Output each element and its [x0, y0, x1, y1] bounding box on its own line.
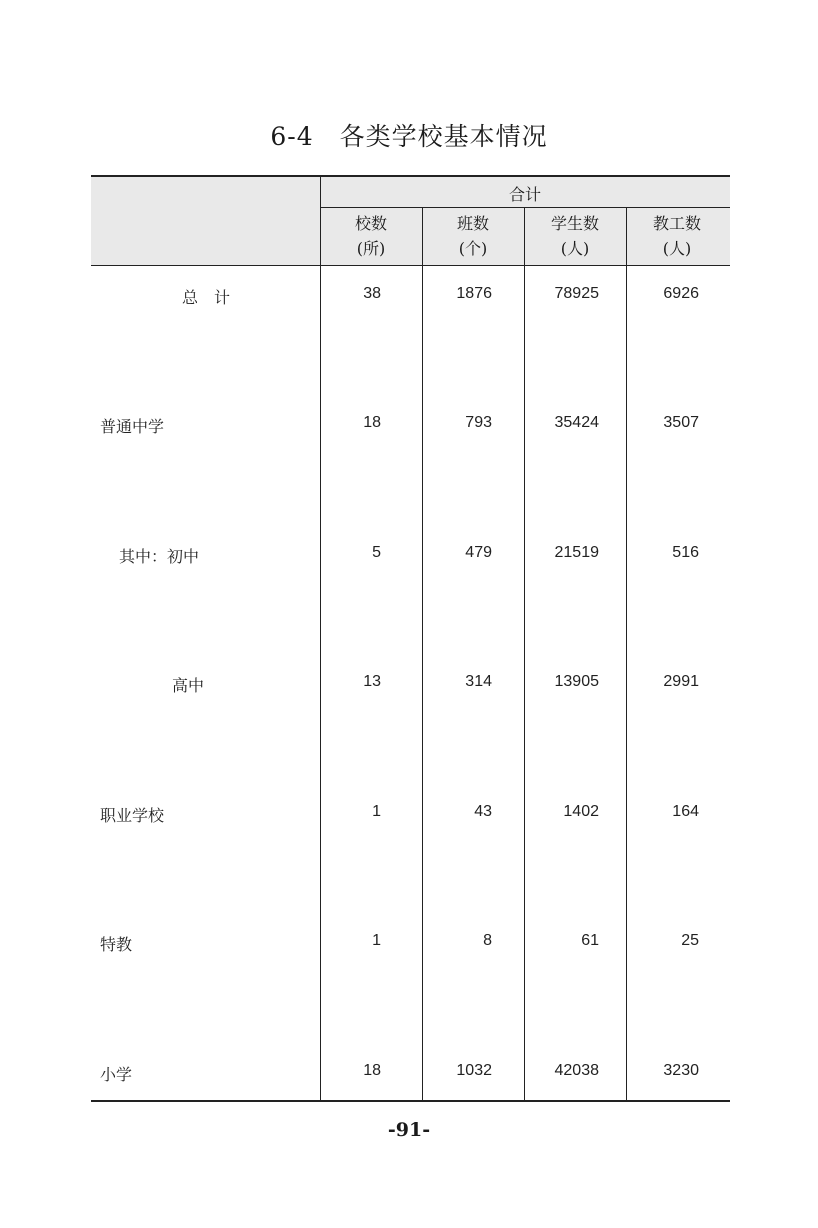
table-cell: 1876	[456, 285, 492, 302]
row-label-general-middle-school: 普通中学	[100, 417, 165, 436]
table-cell: 42038	[554, 1062, 599, 1079]
table-cell: 21519	[554, 544, 599, 561]
table-cell: 13	[363, 673, 381, 690]
table-cell: 2991	[663, 673, 699, 690]
column-header-unit: (人)	[560, 239, 590, 258]
data-table	[91, 175, 730, 1102]
column-header-name: 校数	[354, 214, 387, 233]
row-label-vocational-school: 职业学校	[100, 806, 165, 825]
column-divider	[626, 207, 627, 1100]
column-header-name: 学生数	[550, 214, 599, 233]
row-label-senior-high: 高中	[172, 676, 205, 695]
column-header-unit: (所)	[356, 239, 386, 258]
column-header-unit: (人)	[662, 239, 692, 258]
table-cell: 3230	[663, 1062, 699, 1079]
table-cell: 1	[372, 803, 381, 820]
row-label-special-education: 特教	[100, 935, 133, 954]
table-cell: 479	[465, 544, 492, 561]
table-cell: 164	[672, 803, 699, 820]
table-cell: 1402	[563, 803, 599, 820]
column-divider	[320, 177, 321, 1100]
table-cell: 25	[681, 932, 699, 949]
table-cell: 18	[363, 414, 381, 431]
table-cell: 8	[483, 932, 492, 949]
table-cell: 793	[465, 414, 492, 431]
column-header-name: 教工数	[652, 214, 701, 233]
table-cell: 3507	[663, 414, 699, 431]
table-cell: 43	[474, 803, 492, 820]
table-cell: 1032	[456, 1062, 492, 1079]
page-number: -91-	[387, 1119, 431, 1141]
table-cell: 78925	[554, 285, 599, 302]
group-header-total: 合计	[508, 185, 541, 204]
table-cell: 314	[465, 673, 492, 690]
page-title: 6-4 各类学校基本情况	[270, 122, 548, 151]
table-cell: 38	[363, 285, 381, 302]
column-header-classes	[422, 211, 524, 261]
table-cell: 35424	[554, 414, 599, 431]
column-header-students	[524, 211, 626, 261]
column-header-schools	[320, 211, 422, 261]
column-divider	[422, 207, 423, 1100]
row-label-junior-middle: 其中：初中	[119, 547, 200, 566]
column-header-unit: (个)	[458, 239, 488, 258]
table-cell: 5	[372, 544, 381, 561]
table-cell: 516	[672, 544, 699, 561]
column-header-name: 班数	[456, 214, 489, 233]
table-cell: 6926	[663, 285, 699, 302]
table-cell: 61	[581, 932, 599, 949]
row-label-total: 总 计	[182, 288, 231, 307]
column-divider	[524, 207, 525, 1100]
table-cell: 18	[363, 1062, 381, 1079]
header-divider	[320, 207, 730, 208]
table-cell: 13905	[554, 673, 599, 690]
row-label-primary-school: 小学	[100, 1065, 133, 1084]
table-cell: 1	[372, 932, 381, 949]
column-header-staff	[626, 211, 728, 261]
